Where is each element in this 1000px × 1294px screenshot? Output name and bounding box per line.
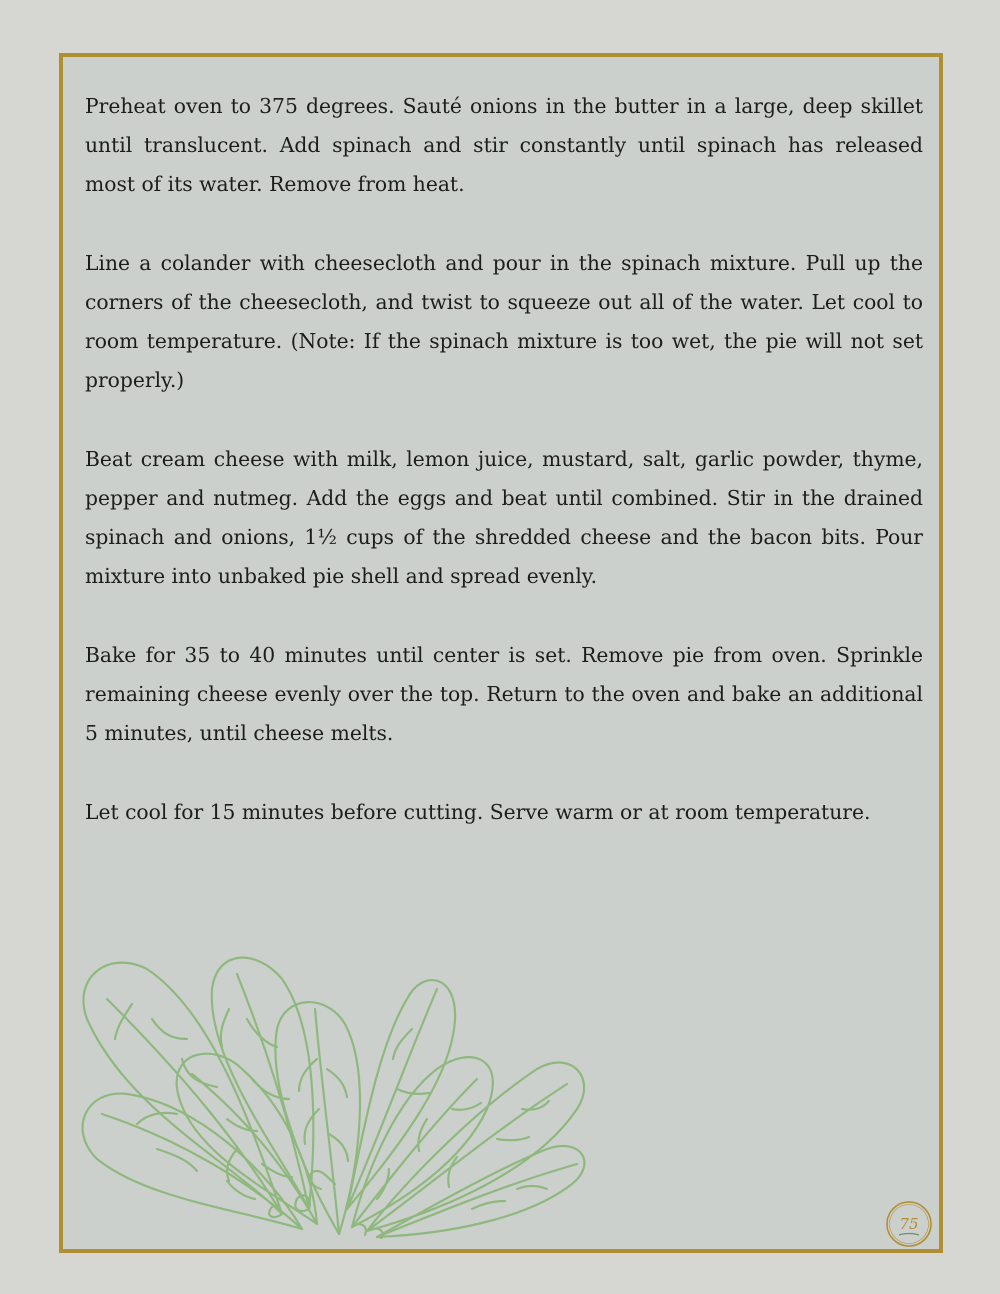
direction-step-1: Preheat oven to 375 degrees. Sauté onions in the butter in a large, deep skillet until translucent. Add spinach and stir constantly until spinach has released most of its water. Remove from heat. (85, 94, 923, 197)
direction-step-2: Line a colander with cheesecloth and pour in the spinach mixture. Pull up the corners of the cheesecloth, and twist to squeeze out all of the water. Let cool to room temperature. (Note: If the spinach mixture is too wet, the pie will not set properly.) (85, 250, 923, 393)
recipe-directions (85, 87, 923, 832)
anniversary-75-seal-icon (885, 1200, 933, 1248)
direction-step-3: Beat cream cheese with milk, lemon juice, mustard, salt, garlic powder, thyme, pepper and nutmeg. Add the eggs and beat until combined. Stir in the drained spinach and onions, 1½ cups of the shredded cheese and the bacon bits. Pour mixture into unbaked pie shell and spread evenly. (85, 446, 923, 589)
direction-step-5: Let cool for 15 minutes before cutting. Serve warm or at room temperature. (85, 799, 871, 824)
direction-step-4: Bake for 35 to 40 minutes until center is set. Remove pie from oven. Sprinkle remaining cheese evenly over the top. Return to the oven and bake an additional 5 minutes, until cheese melts. (85, 642, 923, 746)
spinach-leaves-illustration (77, 909, 587, 1239)
seal-text: 75 (899, 1215, 919, 1233)
page-border-frame (59, 53, 943, 1253)
